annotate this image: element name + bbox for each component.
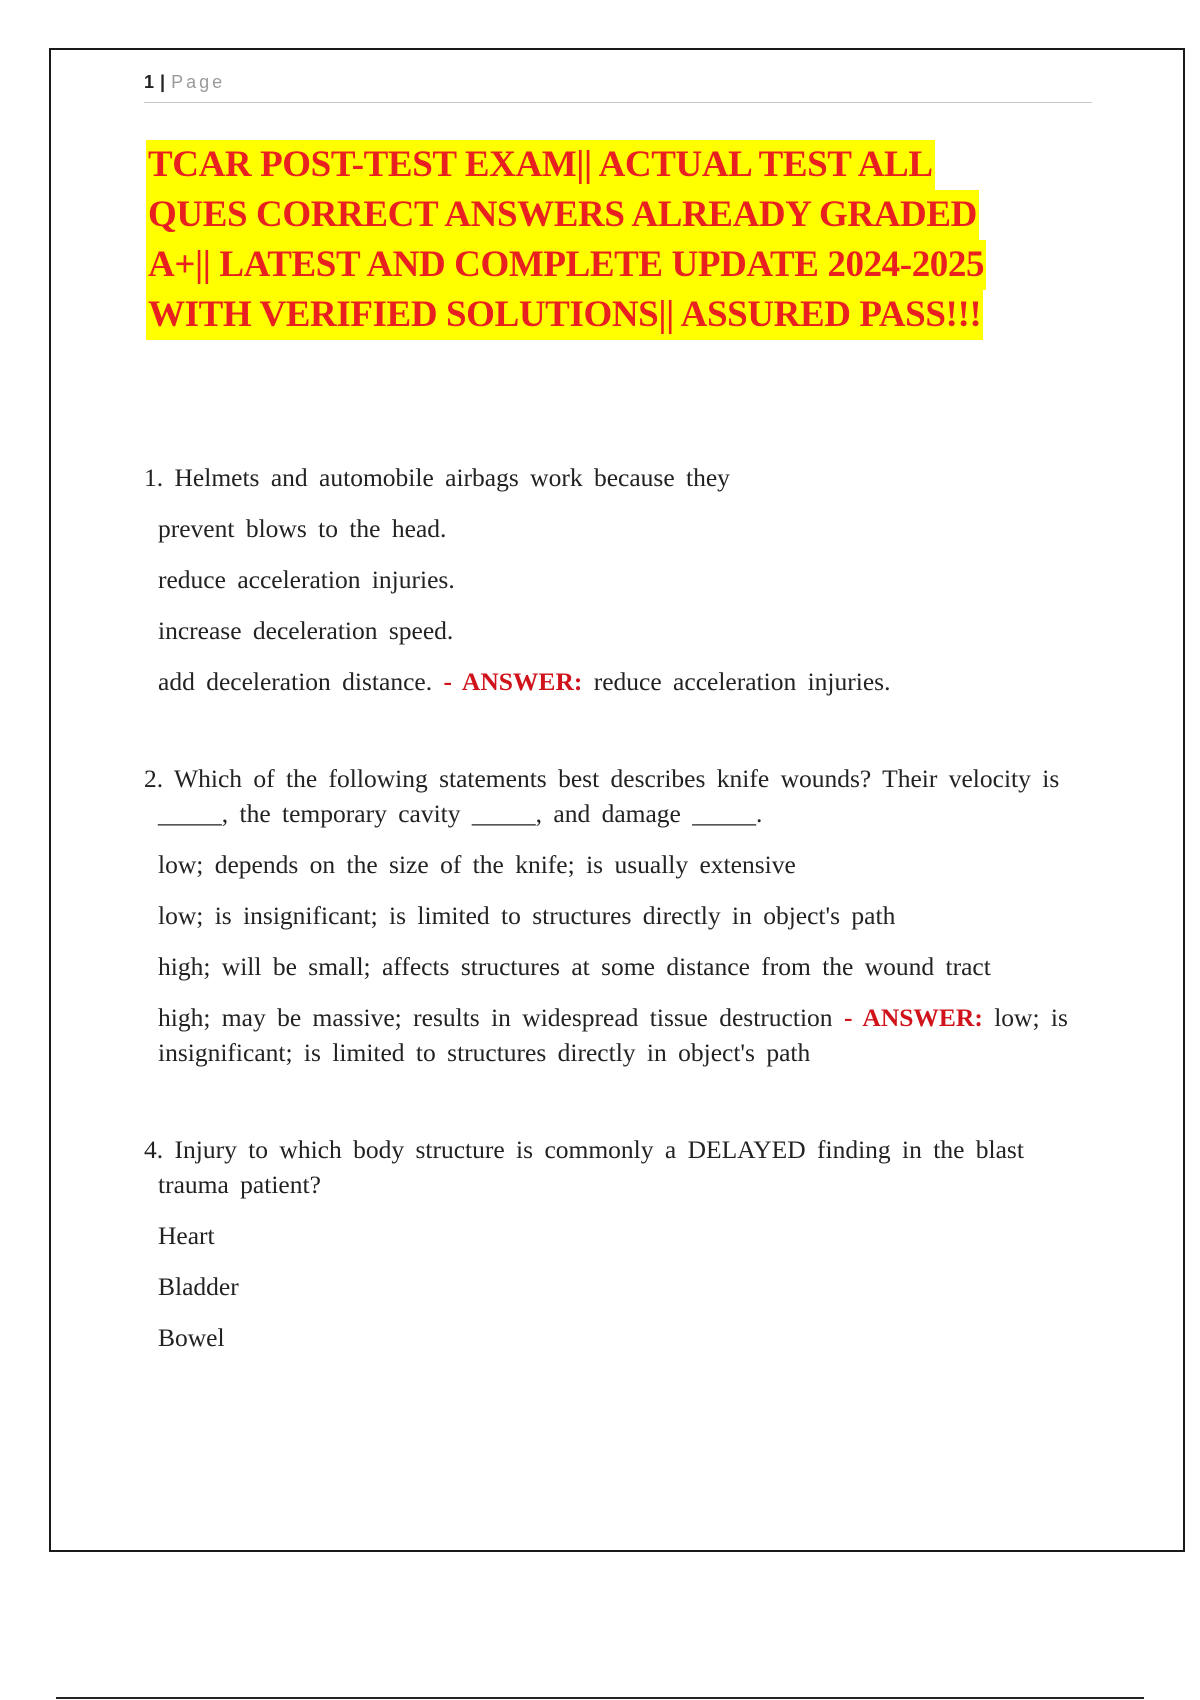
correct-answer: reduce acceleration injuries. [593,667,891,696]
question-text [144,761,1084,831]
question-number: 4. [144,1135,164,1164]
answer-option: low; depends on the size of the knife; is usually extensive [158,850,796,879]
question-text [144,1132,1084,1202]
page-label: Page [171,72,226,92]
answer-option: add deceleration distance. [158,667,433,696]
question-block [144,761,1084,1070]
answer-option: high; will be small; affects structures at some distance from the wound tract [158,952,991,981]
page-header [144,72,1092,103]
question-stem: Helmets and automobile airbags work because they [174,463,730,492]
document-title [146,140,1106,340]
answer-option: high; may be massive; results in widespread tissue destruction [158,1003,833,1032]
title-line: QUES CORRECT ANSWERS ALREADY GRADED [146,190,979,240]
question-number: 2. [144,764,164,793]
answer-option-with-answer [158,1000,1084,1070]
answer-label: ANSWER: [862,1003,983,1032]
answer-label: ANSWER: [461,667,583,696]
title-line: TCAR POST-TEST EXAM|| ACTUAL TEST ALL [146,140,935,190]
page-number: 1 [144,72,155,92]
answer-prefix: - [843,1003,863,1032]
answer-prefix: - [443,667,462,696]
question-block [144,1132,1084,1355]
answer-option: low; is insignificant; is limited to structures directly in object's path [158,901,896,930]
question-text [144,460,1084,495]
answer-option-with-answer [158,664,1084,699]
title-line: WITH VERIFIED SOLUTIONS|| ASSURED PASS!!! [146,290,983,340]
answer-option: increase deceleration speed. [158,616,454,645]
footer-rule [56,1697,1144,1699]
question-stem: Which of the following statements best describes knife wounds? Their velocity is _____, the temporary cavity _____, and damage _____. [158,764,1060,828]
correct-answer: low; is insignificant; is limited to structures directly in object's path [158,1003,1068,1067]
answer-option: reduce acceleration injuries. [158,565,455,594]
answer-option: Bladder [158,1272,239,1301]
title-line: A+|| LATEST AND COMPLETE UPDATE 2024-2025 [146,240,986,290]
answer-option: Bowel [158,1323,225,1352]
answer-option: prevent blows to the head. [158,514,447,543]
question-list [144,460,1084,1417]
question-number: 1. [144,463,164,492]
page-separator: | [160,72,166,92]
question-stem: Injury to which body structure is commonly a DELAYED finding in the blast trauma patient? [158,1135,1024,1199]
answer-option: Heart [158,1221,215,1250]
question-block [144,460,1084,699]
